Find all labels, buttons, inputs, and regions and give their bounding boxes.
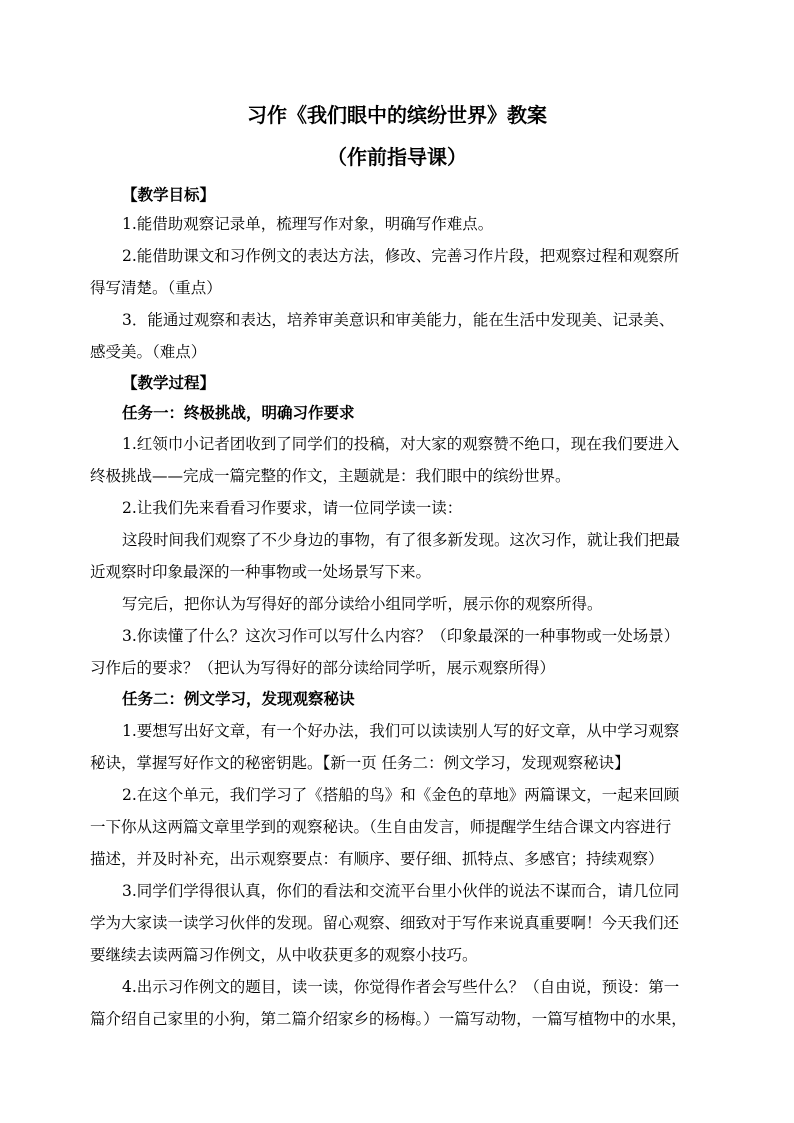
paragraph-line: 3．能通过观察和表达，培养审美意识和审美能力，能在生活中发现美、记录美、 bbox=[122, 311, 675, 329]
section-heading-process: 【教学过程】 bbox=[122, 373, 216, 392]
paragraph-line: 习作后的要求？（把认为写得好的部分读给同学听，展示观察所得） bbox=[90, 659, 556, 677]
document-subtitle: （作前指导课） bbox=[327, 145, 467, 169]
task-heading-one: 任务一：终极挑战，明确习作要求 bbox=[122, 403, 355, 422]
document-title: 习作《我们眼中的缤纷世界》教案 bbox=[247, 103, 547, 127]
task-heading-two: 任务二：例文学习，发现观察秘诀 bbox=[122, 689, 355, 708]
paragraph-line: 3.同学们学得很认真，你们的看法和交流平台里小伙伴的说法不谋而合，请几位同 bbox=[122, 882, 680, 900]
paragraph-line: 这段时间我们观察了不少身边的事物，有了很多新发现。这次习作，就让我们把最 bbox=[122, 531, 681, 549]
paragraph-line: 秘诀，掌握写好作文的秘密钥匙。【新一页 任务二：例文学习，发现观察秘诀】 bbox=[90, 754, 630, 772]
paragraph-line: 1.红领巾小记者团收到了同学们的投稿，对大家的观察赞不绝口，现在我们要进入 bbox=[122, 435, 680, 453]
paragraph-line: 篇介绍自己家里的小狗，第二篇介绍家乡的杨梅。）一篇写动物，一篇写植物中的水果， bbox=[90, 1010, 687, 1028]
paragraph-line: 3.你读懂了什么？这次习作可以写什么内容？（印象最深的一种事物或一处场景） bbox=[122, 627, 680, 645]
paragraph-line: 1.能借助观察记录单，梳理写作对象，明确写作难点。 bbox=[122, 215, 494, 233]
paragraph-line: 2.在这个单元，我们学习了《搭船的鸟》和《金色的草地》两篇课文，一起来回顾 bbox=[122, 786, 680, 804]
paragraph-line: 一下你从这两篇文章里学到的观察秘诀。（生自由发言，师提醒学生结合课文内容进行 bbox=[90, 818, 672, 836]
paragraph-line: 4.出示习作例文的题目，读一读，你觉得作者会写些什么？（自由说，预设：第一 bbox=[122, 978, 680, 996]
paragraph-line: 2.让我们先来看看习作要求，请一位同学读一读： bbox=[122, 499, 463, 517]
paragraph-line: 近观察时印象最深的一种事物或一处场景写下来。 bbox=[90, 563, 432, 581]
paragraph-line: 1.要想写出好文章，有一个好办法，我们可以读读别人写的好文章，从中学习观察 bbox=[122, 722, 680, 740]
paragraph-line: 感受美。（难点） bbox=[90, 343, 207, 361]
paragraph-line: 描述，并及时补充，出示观察要点：有顺序、要仔细、抓特点、多感官；持续观察） bbox=[90, 850, 664, 868]
paragraph-line: 2.能借助课文和习作例文的表达方法，修改、完善习作片段，把观察过程和观察所 bbox=[122, 247, 680, 265]
paragraph-line: 写完后，把你认为写得好的部分读给小组同学听，展示你的观察所得。 bbox=[122, 595, 603, 613]
paragraph-line: 学为大家读一读学习伙伴的发现。留心观察、细致对于写作来说真重要啊！今天我们还 bbox=[90, 914, 680, 932]
paragraph-line: 终极挑战——完成一篇完整的作文，主题就是：我们眼中的缤纷世界。 bbox=[90, 467, 571, 485]
section-heading-objectives: 【教学目标】 bbox=[122, 185, 216, 204]
paragraph-line: 要继续去读两篇习作例文，从中收获更多的观察小技巧。 bbox=[90, 946, 478, 964]
paragraph-line: 得写清楚。（重点） bbox=[90, 279, 222, 297]
